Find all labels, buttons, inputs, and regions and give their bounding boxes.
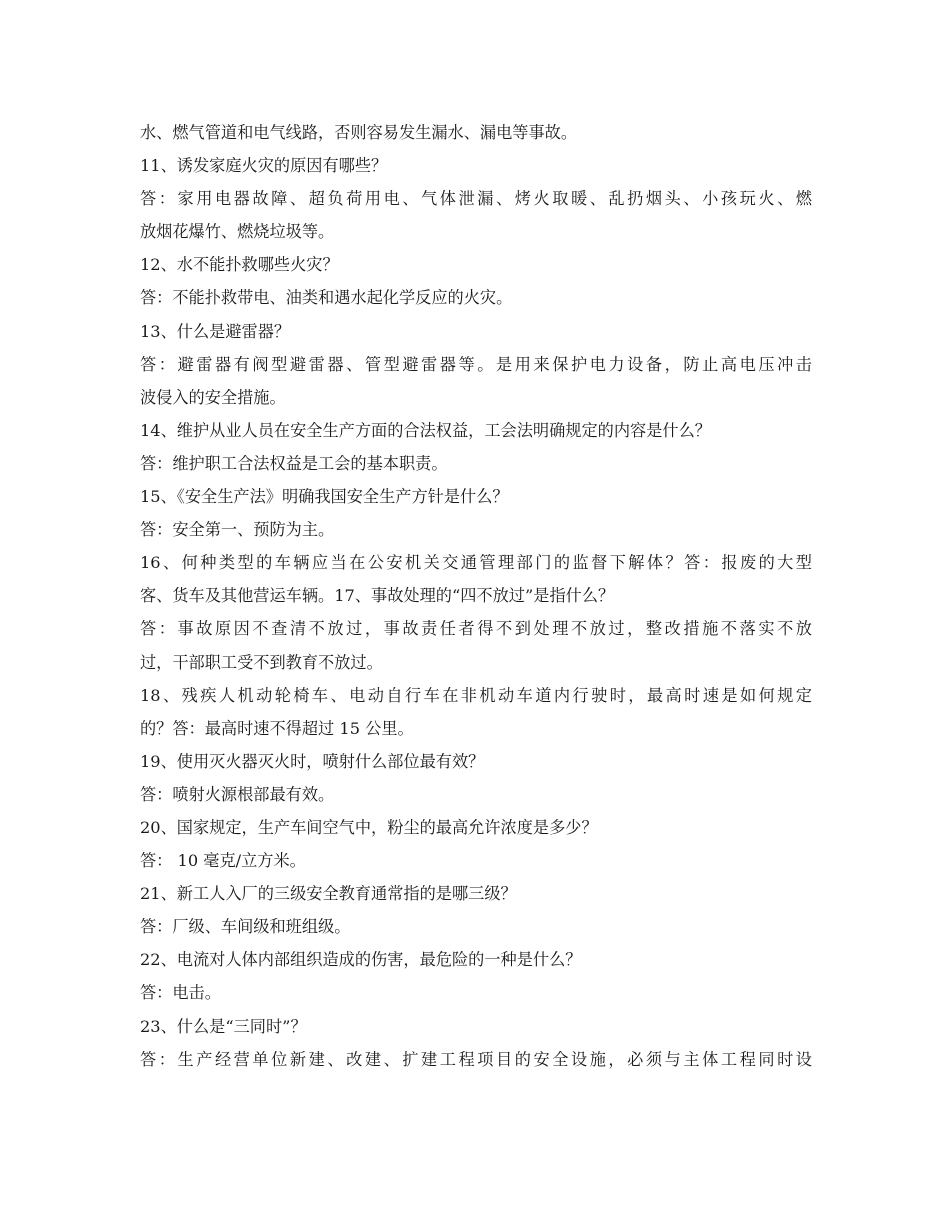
- text-line: 15、《安全生产法》明确我国安全生产方针是什么？: [140, 487, 509, 507]
- text-line: 答：避雷器有阀型避雷器、管型避雷器等。是用来保护电力设备，防止高电压冲击: [140, 354, 812, 374]
- text-line: 的？答：最高时速不得超过 15 公里。: [140, 718, 414, 738]
- text-line: 20、国家规定，生产车间空气中，粉尘的最高允许浓度是多少？: [140, 817, 598, 837]
- text-line: 22、电流对人体内部组织造成的伤害，最危险的一种是什么？: [140, 950, 582, 970]
- text-line: 放烟花爆竹、燃烧垃圾等。: [140, 222, 335, 242]
- text-line: 答：安全第一、预防为主。: [140, 520, 335, 540]
- text-line: 波侵入的安全措施。: [140, 387, 286, 407]
- text-line: 13、什么是避雷器？: [140, 321, 291, 341]
- text-line: 19、使用灭火器灭火时，喷射什么部位最有效？: [140, 751, 485, 771]
- text-line: 21、新工人入厂的三级安全教育通常指的是哪三级？: [140, 884, 517, 904]
- text-line: 过，干部职工受不到教育不放过。: [140, 652, 383, 672]
- text-line: 12、水不能扑救哪些火灾？: [140, 255, 339, 275]
- text-line: 水、燃气管道和电气线路，否则容易发生漏水、漏电等事故。: [140, 123, 578, 142]
- text-line: 18、残疾人机动轮椅车、电动自行车在非机动车道内行驶时，最高时速是如何规定: [140, 685, 812, 705]
- text-line: 14、维护从业人员在安全生产方面的合法权益，工会法明确规定的内容是什么？: [140, 420, 711, 440]
- text-line: 答：喷射火源根部最有效。: [140, 784, 335, 804]
- text-line: 23、什么是“三同时”？: [140, 1016, 307, 1036]
- document-page: [140, 116, 812, 1076]
- text-line: 答：不能扑救带电、油类和遇水起化学反应的火灾。: [140, 288, 513, 308]
- text-line: 答：电击。: [140, 983, 221, 1003]
- text-line: 答：事故原因不查清不放过，事故责任者得不到处理不放过，整改措施不落实不放: [140, 619, 812, 639]
- text-line: 答：厂级、车间级和班组级。: [140, 917, 351, 937]
- text-line: 答：家用电器故障、超负荷用电、气体泄漏、烤火取暖、乱扔烟头、小孩玩火、燃: [140, 189, 812, 209]
- text-line: 答：维护职工合法权益是工会的基本职责。: [140, 453, 448, 473]
- text-line: 答： 10 毫克/立方米。: [140, 851, 306, 871]
- text-line: 答：生产经营单位新建、改建、扩建工程项目的安全设施，必须与主体工程同时设: [140, 1049, 812, 1069]
- text-line: 16、何种类型的车辆应当在公安机关交通管理部门的监督下解体？答：报废的大型: [140, 553, 812, 573]
- text-line: 11、诱发家庭火灾的原因有哪些？: [140, 156, 388, 176]
- text-line: 客、货车及其他营运车辆。17、事故处理的“四不放过”是指什么？: [140, 586, 615, 606]
